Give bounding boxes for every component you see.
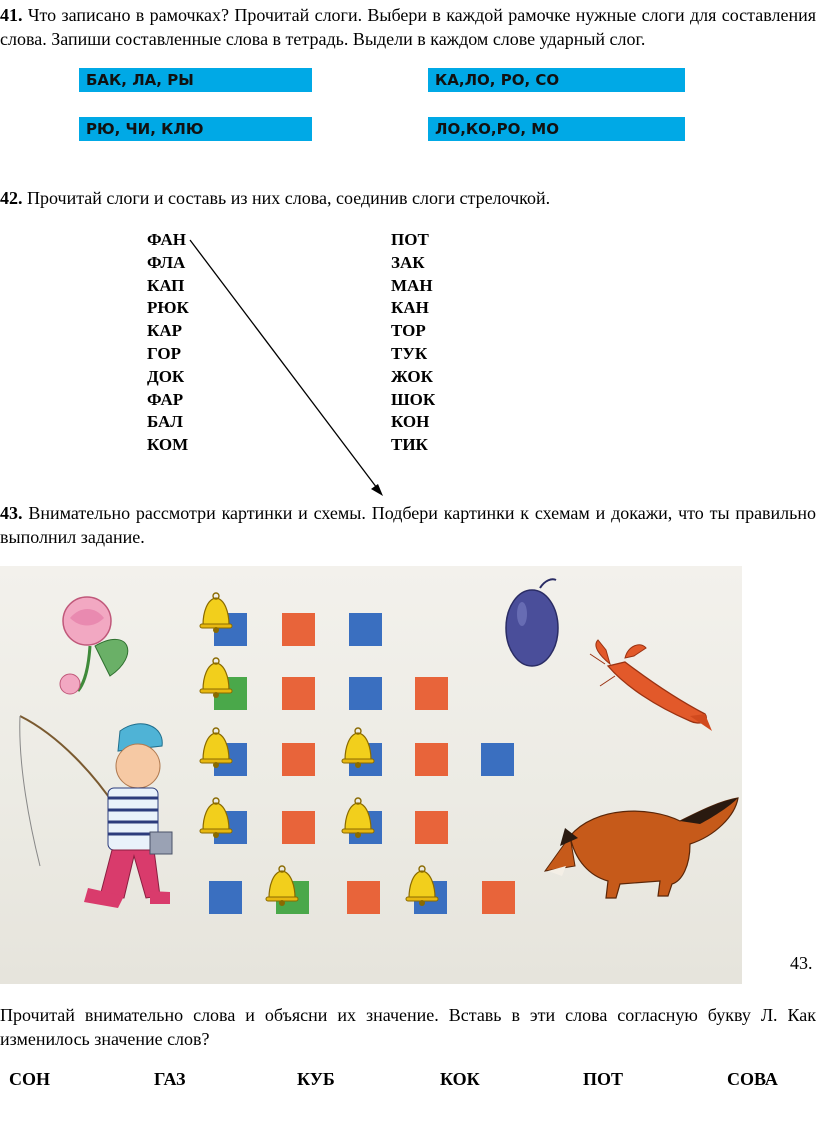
task-41-instructions: Что записано в рамочках? Прочитай слоги. Выбери в каждой рамочке нужные слоги для составления слова. Запиши составленные слова в тетрадь. Выдели в каждом слове ударный слог. <box>0 5 816 49</box>
syllable-right: ЗАК <box>391 252 425 272</box>
page-number: 43. <box>790 953 813 973</box>
syllable-right: МАН <box>391 275 433 295</box>
word-item: КУБ <box>297 1069 335 1089</box>
word-item: ГАЗ <box>154 1069 186 1089</box>
syllables-left-column <box>147 229 189 457</box>
syllable-left: ГОР <box>147 343 181 363</box>
syllable-left: КАР <box>147 321 182 341</box>
word-item: СОН <box>9 1069 51 1089</box>
crayfish-icon <box>590 640 712 731</box>
syllable-box-4: ЛО,КО,РО, МО <box>428 117 685 141</box>
syllable-left: РЮК <box>147 298 189 318</box>
task-42-text <box>0 186 816 210</box>
task-43-text <box>0 501 816 549</box>
syllable-box-3: РЮ, ЧИ, КЛЮ <box>79 117 312 141</box>
plum-icon <box>506 579 558 666</box>
task-42-instructions: Прочитай слоги и составь из них слова, соединив слоги стрелочкой. <box>27 188 551 208</box>
task-44-text: Прочитай внимательно слова и объясни их значение. Вставь в эти слова согласную букву Л. Как изменилось значение слов? <box>0 1005 816 1049</box>
syllable-left: ФАН <box>147 230 187 249</box>
syllable-left: ДОК <box>147 366 185 386</box>
task-43-instructions: Внимательно рассмотри картинки и схемы. Подбери картинки к схемам и докажи, что ты правильно выполнил задание. <box>0 503 816 547</box>
syllable-right: ТОР <box>391 321 426 341</box>
word-item: КОК <box>440 1069 480 1089</box>
task-41-text <box>0 3 816 51</box>
syllable-box-2: КА,ЛО, РО, СО <box>428 68 685 92</box>
flower-icon <box>60 597 128 694</box>
syllable-right: КАН <box>391 298 429 318</box>
task-41-number: 41. <box>0 5 23 25</box>
syllable-left: ФЛА <box>147 252 186 272</box>
picture-scheme-photo <box>0 566 742 984</box>
word-schemes <box>200 593 515 914</box>
syllable-right: ТУК <box>391 343 428 363</box>
syllable-left: КОМ <box>147 435 189 455</box>
syllable-right: ШОК <box>391 389 436 409</box>
syllables-right-column <box>391 229 435 457</box>
syllable-right: ПОТ <box>391 230 429 249</box>
task-43-number: 43. <box>0 503 23 523</box>
syllable-box-1: БАК, ЛА, РЫ <box>79 68 312 92</box>
syllable-left: БАЛ <box>147 412 183 432</box>
syllable-right: ТИК <box>391 435 428 455</box>
boy-fisher-icon <box>20 716 172 908</box>
word-item: СОВА <box>727 1069 778 1089</box>
syllable-right: ЖОК <box>391 366 433 386</box>
word-item: ПОТ <box>583 1069 624 1089</box>
syllable-left: ФАР <box>147 389 184 409</box>
syllable-left: КАП <box>147 275 185 295</box>
syllable-right: КОН <box>391 412 430 432</box>
fox-icon <box>545 798 738 898</box>
task-42-number: 42. <box>0 188 23 208</box>
